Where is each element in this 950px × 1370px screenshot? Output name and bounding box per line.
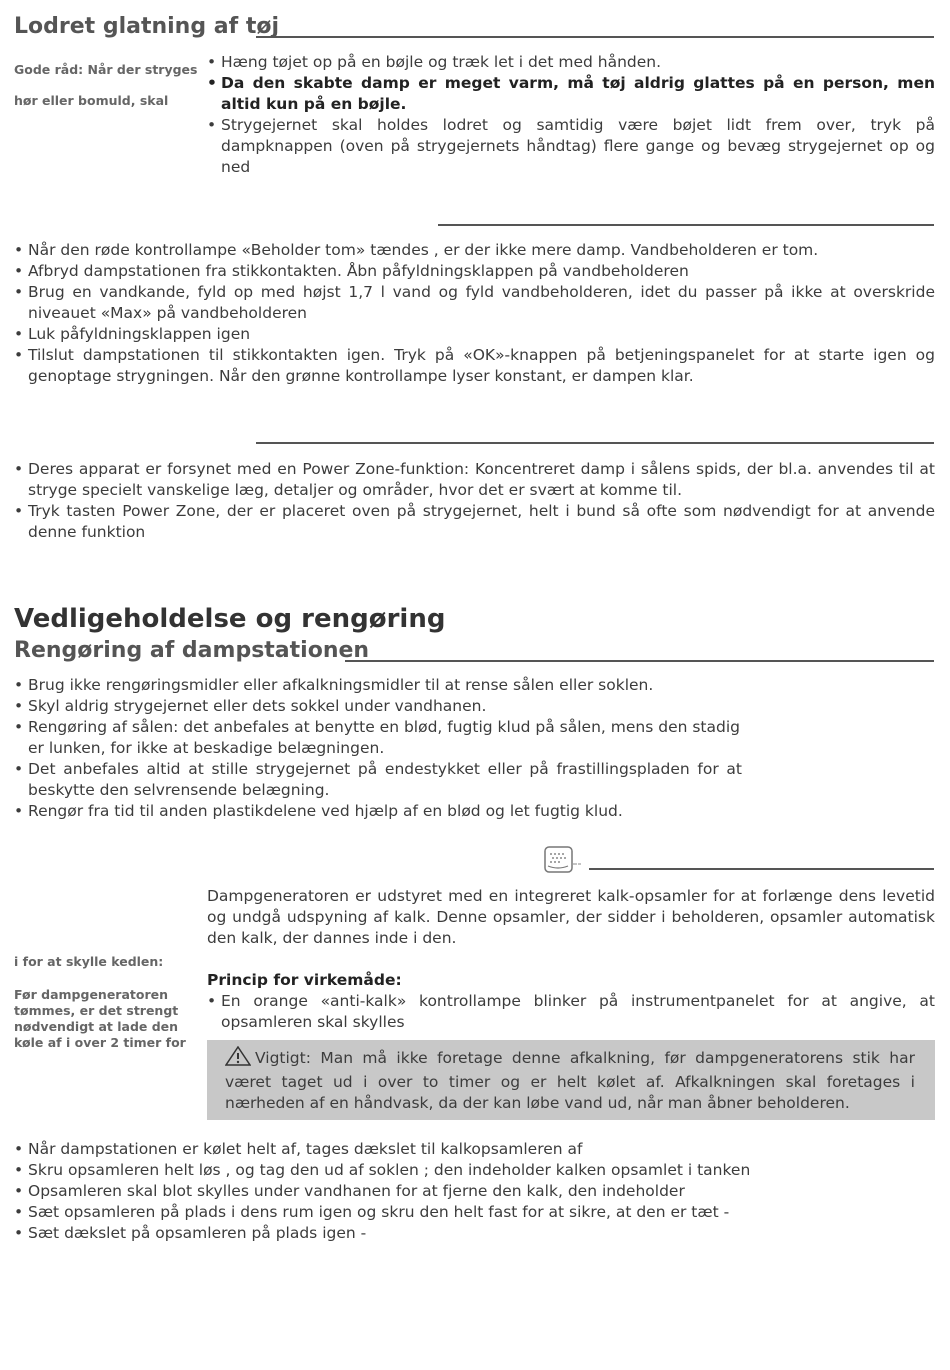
list-item: • Strygejernet skal holdes lodret og samtidig være bøjet lidt frem over, tryk på dampknappen (oven på strygejernets håndtag) flere gange og bevæg strygejernet op og ned [207, 115, 935, 178]
list-item: • Rengøring af sålen: det anbefales at benytte en blød, fugtig klud på sålen, mens den stadig er lunken, for ikke at beskadige belægningen. [14, 717, 742, 759]
heading-rule [345, 660, 934, 662]
vertical-steaming-list [207, 52, 935, 178]
list-item: • Skru opsamleren helt løs , og tag den ud af soklen ; den indeholder kalken opsamlet i tanken [14, 1160, 935, 1181]
list-item-warning: • Da den skabte damp er meget varm, må tøj aldrig glattes på en person, men altid kun på en bøjle. [207, 73, 935, 115]
page-heading-maintenance: Vedligeholdelse og rengøring [14, 604, 446, 634]
list-item: • Sæt opsamleren på plads i dens rum igen og skru den helt fast for at sikre, at den er tæt - [14, 1202, 935, 1223]
list-item: • Deres apparat er forsynet med en Power Zone-funktion: Koncentreret damp i sålens spids, der bl.a. anvendes til at stryge specielt vanskelige læg, detaljer og områder, hvor det er svært at komme til. [14, 459, 935, 501]
descaling-steps [14, 1139, 935, 1244]
list-item: • Når dampstationen er kølet helt af, tages dækslet til kalkopsamleren af [14, 1139, 935, 1160]
section-title-vertical-steaming: Lodret glatning af tøj [14, 14, 279, 39]
refill-list [14, 240, 935, 387]
list-item: • Skyl aldrig strygejernet eller dets sokkel under vandhanen. [14, 696, 742, 717]
warning-text: Vigtigt: Man må ikke foretage denne afkalkning, før dampgeneratorens stik har været taget ud i over to timer og er helt kølet af. Afkalkningen skal foretages i nærheden af en håndvask, da der kan løbe vand ud, når man åbner beholderen. [225, 1049, 915, 1112]
heading-rule [438, 224, 934, 226]
warning-icon [225, 1046, 251, 1072]
tip-note-line1: Gode råd: Når der stryges [14, 62, 198, 77]
tip-note-line2: hør eller bomuld, skal [14, 93, 169, 108]
section-title-cleaning: Rengøring af dampstationen [14, 638, 370, 663]
list-item: • Når den røde kontrollampe «Beholder tom» tændes , er der ikke mere damp. Vandbeholderen er tom. [14, 240, 935, 261]
list-item: • En orange «anti-kalk» kontrollampe blinker på instrumentpanelet for at angive, at opsamleren skal skylles [207, 991, 935, 1033]
principle-list [207, 991, 935, 1033]
heading-rule [256, 36, 934, 38]
list-item: • Det anbefales altid at stille strygejernet på endestykket eller på frastillingspladen for at beskytte den selvrensende belægning. [14, 759, 742, 801]
principle-title: Princip for virkemåde: [207, 971, 402, 989]
anti-calc-intro: Dampgeneratoren er udstyret med en integreret kalk-opsamler for at forlænge dens levetid og undgå udspyning af kalk. Denne opsamler, der sidder i beholderen, opsamler automatisk den kalk, der dannes inde i den. [207, 887, 935, 947]
list-item: • Brug ikke rengøringsmidler eller afkalkningsmidler til at rense sålen eller soklen. [14, 675, 742, 696]
anti-calc-icon [544, 846, 584, 878]
power-zone-list [14, 459, 935, 543]
list-item: • Tryk tasten Power Zone, der er placeret oven på strygejernet, helt i bund så ofte som nødvendigt for at anvende denne funktion [14, 501, 935, 543]
side-note-cooldown: Før dampgeneratoren tømmes, er det strengt nødvendigt at lade den køle af i over 2 timer for [14, 987, 186, 1050]
list-item: • Opsamleren skal blot skylles under vandhanen for at fjerne den kalk, den indeholder [14, 1181, 935, 1202]
list-item: • Sæt dækslet på opsamleren på plads igen - [14, 1223, 935, 1244]
list-item: • Rengør fra tid til anden plastikdelene ved hjælp af en blød og let fugtig klud. [14, 801, 742, 822]
list-item: • Hæng tøjet op på en bøjle og træk let i det med hånden. [207, 52, 935, 73]
side-note-rinse: i for at skylle kedlen: [14, 954, 164, 969]
list-item: • Afbryd dampstationen fra stikkontakten. Åbn påfyldningsklappen på vandbeholderen [14, 261, 935, 282]
heading-rule [256, 442, 934, 444]
heading-rule [589, 868, 934, 870]
list-item: • Luk påfyldningsklappen igen [14, 324, 935, 345]
warning-box [207, 1040, 935, 1120]
cleaning-list [14, 675, 742, 822]
list-item: • Brug en vandkande, fyld op med højst 1,7 l vand og fyld vandbeholderen, idet du passer på ikke at overskride niveauet «Max» på vandbeholderen [14, 282, 935, 324]
list-item: • Tilslut dampstationen til stikkontakten igen. Tryk på «OK»-knappen på betjeningspanelet for at starte igen og genoptage strygningen. Når den grønne kontrollampe lyser konstant, er dampen klar. [14, 345, 935, 387]
